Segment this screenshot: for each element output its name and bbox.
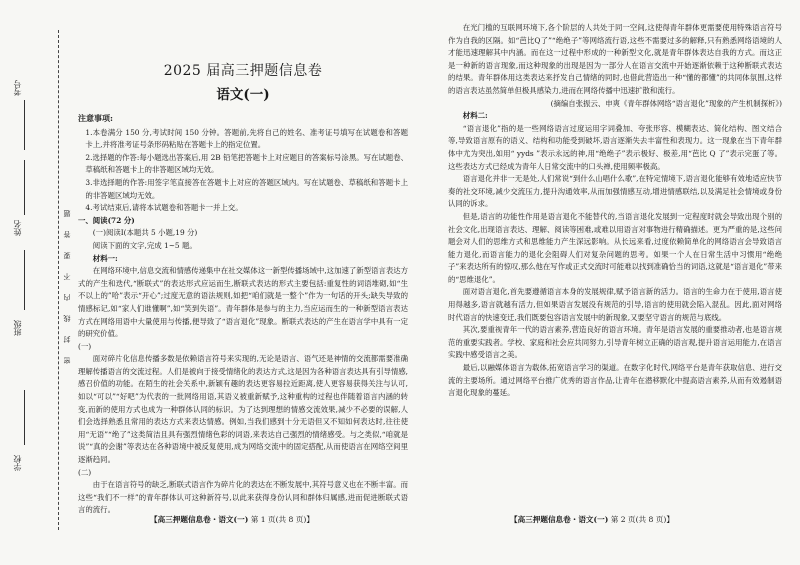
notice-heading: 注意事项: <box>78 113 113 123</box>
divider-2: (二) <box>78 467 92 477</box>
subsection-heading: (一)阅读Ⅰ(本题共 5 小题,19 分) <box>92 228 198 238</box>
school-label: 学校 <box>13 455 22 471</box>
seal-dashed-line <box>58 30 59 530</box>
material-1-label: 材料一: <box>92 253 118 263</box>
exam-title: 2025 届高三押题信息卷 <box>163 63 323 79</box>
page-1 <box>78 22 408 517</box>
paragraph: 由于在语言符号的缺乏,断联式语言作为碎片化的表达在不断发展中,其符号意义也在不断丰富。而这些“我们不一样”的青年群体认可这种新符号,以此来获得身份认同和群体归属感,进而促进断联式语言的流行。 <box>78 480 408 515</box>
notice-list <box>78 127 408 215</box>
footer-page-number: 第 2 页(共 8 页)】 <box>610 515 674 524</box>
paragraph: 面对碎片化信息传播多数是依赖语言符号来实现的,无论是语言、语气还是神情的交流都需要准确理解传播语言的交流过程。人们是被向于接受情绪化的表达方式,这是因为各种语言表达具有引导情感,感召价值的功能。在陌生的社会关系中,新颖有趣的表达更容易拉近距离,使人更容易获得关注与认可,如以“可以”“好吧”为代表的一批网络用语,其语义被重新赋予,这种重构的过程也伴随着语言内涵的转变,而新的使用方式也成为一种群体认同的标识。为了达到理想的情感交流效果,减少不必要的误解,人们会选择熟悉且常用的表达方式来表达情感。例如,当我们感到十分无语但又不知如何表达时,往往使用“无语”“绝了”这类简洁且具有强烈情绪色彩的词语,来表达自己强烈的情绪感受。与之类似,“咱就是说”“真的会谢”等表达在各种语境中被反复使用,成为网络交流中的固定搭配,从而使语言在网络空间里逐渐趋同。 <box>78 354 408 465</box>
material-2-label: 材料二: <box>462 111 488 121</box>
notice-item: 3.非选择题的作答:用签字笔直接答在答题卡上对应的答题区域内。写在试题卷、草稿纸和答题卡上的非答题区域均无效。 <box>85 177 408 200</box>
class-label: 班级 <box>13 320 22 336</box>
exam-subtitle: 语文(一) <box>216 87 270 103</box>
paragraph: “语言退化”指的是一些网络语言过度运用字词叠加、夸张形容、模糊表达、简化结构、图文结合等,导致语言原有的语义、结构和功能受到破坏,语言逐渐失去丰富性和表现力。这一现象在当下青年群体中尤为突出,如用“ yyds ”表示永远的神,用“绝绝子”表示极好、极差,用“芭比 Q 了”表示完蛋了等。这些表达方式已经成为青年人日常交流中的口头禅,使用频率极高。 <box>448 123 782 171</box>
section-heading: 一、阅读(72 分) <box>78 215 135 225</box>
notice-item: 2.选择题的作答:每小题选出答案后,用 2B 铅笔把答题卡上对应题目的答案标号涂黑。写在试题卷、草稿纸和答题卡上的非答题区域均无效。 <box>85 152 408 175</box>
paragraph: 在光门槛的互联网环境下,各个阶层的人共处于同一空间,这使得青年群体更需要使用特殊语言符号作为自我的区隔。如“芭比Q了”“绝绝子”等网络流行语,这些不需要过多的解释,只有熟悉网络语境的人才能迅速理解其中内涵。而在这一过程中形成的一种新型文化,就是青年群体表达自我的方式。而这正是一种新的语言现象,而这种现象的出现是因为一部分人在语言交流中开始逐渐依赖于这种断联式表达的结果。青年群体用这类表达来抒发自己情绪的同时,也借此营造出一种“懂的都懂”的共同体氛围,这样的语言表达虽然简单但极具感染力,进而在网络传播中迅速扩散和流行。 <box>448 23 782 95</box>
instruction: 阅读下面的文字,完成 1~5 题。 <box>92 240 197 250</box>
paragraph: 面对语言退化,首先要遵循语言本身的发展规律,赋予语言新的活力。语言的生命力在于使用,语言使用得越多,语言就越有活力,但如果语言发展没有规范的引导,语言的使用就会陷入混乱。因此,面对网络时代语言的快速变迁,我们既要包容语言发展中的新现象,又要坚守语言的规范与底线。 <box>448 287 782 322</box>
name-blank[interactable] <box>24 160 25 215</box>
paragraph: 语言退化并非一无是处,人们常说“到什么山唱什么歌”,在特定情境下,语言退化能够有效地适应快节奏的社交环境,减少交流压力,提升沟通效率,从而加强情感互动,增进情感联结,以及满足社会情境或身份认同的诉求。 <box>448 174 782 209</box>
paragraph: 最后,以融媒体语言为载体,拓宽语言学习的渠道。在数字化时代,网络平台是青年获取信息、进行交流的主要场所。通过网络平台推广优秀的语言作品,让青年在潜移默化中提高语言素养,从而有效遏制语言退化现象的蔓延。 <box>448 363 782 398</box>
divider-1: (一) <box>78 341 92 351</box>
paragraph: 但是,语言的功能性作用是语言退化不能替代的,当语言退化发展到一定程度时就会导致出现个别的社会文化,出现语言表达、理解、阅读等困难,或难以用语言对事物进行精确描述。更为严重的是,这些问题会对人们的思维方式和思维能力产生深远影响。从长远来看,过度依赖简单化的网络语言会导致语言能力退化,而语言能力的退化会阻碍人们对复杂问题的思考。如果一个人在日常生活中习惯用“绝绝子”来表达所有的惊叹,那么他在写作或正式交流时可能难以找到准确恰当的词语,这就是“语言退化”带来的“思维退化”。 <box>448 211 782 284</box>
footer-page-number: 第 1 页(共 8 页)】 <box>250 515 314 524</box>
page-2-footer <box>510 514 674 525</box>
name-label: 姓名 <box>13 220 22 236</box>
class-blank[interactable] <box>24 250 25 310</box>
page-2 <box>448 22 782 400</box>
footer-exam-name: 【高三押题信息卷・语文(一) <box>150 515 249 524</box>
number-blank[interactable] <box>24 100 25 150</box>
binding-strip <box>0 0 70 565</box>
paragraph: 在网络环境中,信息交流和情感传递集中在社交媒体这一新型传播场域中,这加速了新型语言表达方式的产生和迭代,“断联式”的表达形式应运而生,断联式表达的形式主要包括:重复性的词语堆砌,如“生不以上的”哈”表示“开心”;过度无意的语法规则,如把“咱们就是一整个”作为一句话的开头;缺失导致的情感标记,如“家人们谁懂啊”,如“笑到失语”。青年群体是参与的主力,当应运而生的一种新型语言表达方式在网络用语中大量使用与传播,便导致了“语言退化”现象。断联式表达的产生在语言学中具有一定的研究价值。 <box>78 266 408 339</box>
notice-item: 4.考试结束后,请将本试题卷和答题卡一并上交。 <box>85 203 243 213</box>
page-1-footer <box>150 514 314 525</box>
source-citation: (摘编自张振云、申爽《青年群体网络“语言退化”现象的产生机制探析》) <box>550 98 782 108</box>
number-label: 考号 <box>13 80 22 96</box>
seal-text: 密封线内不要答题 <box>63 196 71 364</box>
paragraph: 其次,要重视青年一代的语言素养,营造良好的语言环境。青年是语言发展的重要推动者,也是语言规范的重要实践者。学校、家庭和社会应共同努力,引导青年树立正确的语言观,提升语言运用能力,在语言实践中感受语言之美。 <box>448 325 782 360</box>
school-blank[interactable] <box>24 390 25 445</box>
notice-item: 1.本卷满分 150 分,考试时间 150 分钟。答题前,先将自己的姓名、准考证号填写在试题卷和答题卡上,并将准考证号条形码粘贴在答题卡上的指定位置。 <box>85 127 408 150</box>
footer-exam-name: 【高三押题信息卷・语文(一) <box>510 515 609 524</box>
